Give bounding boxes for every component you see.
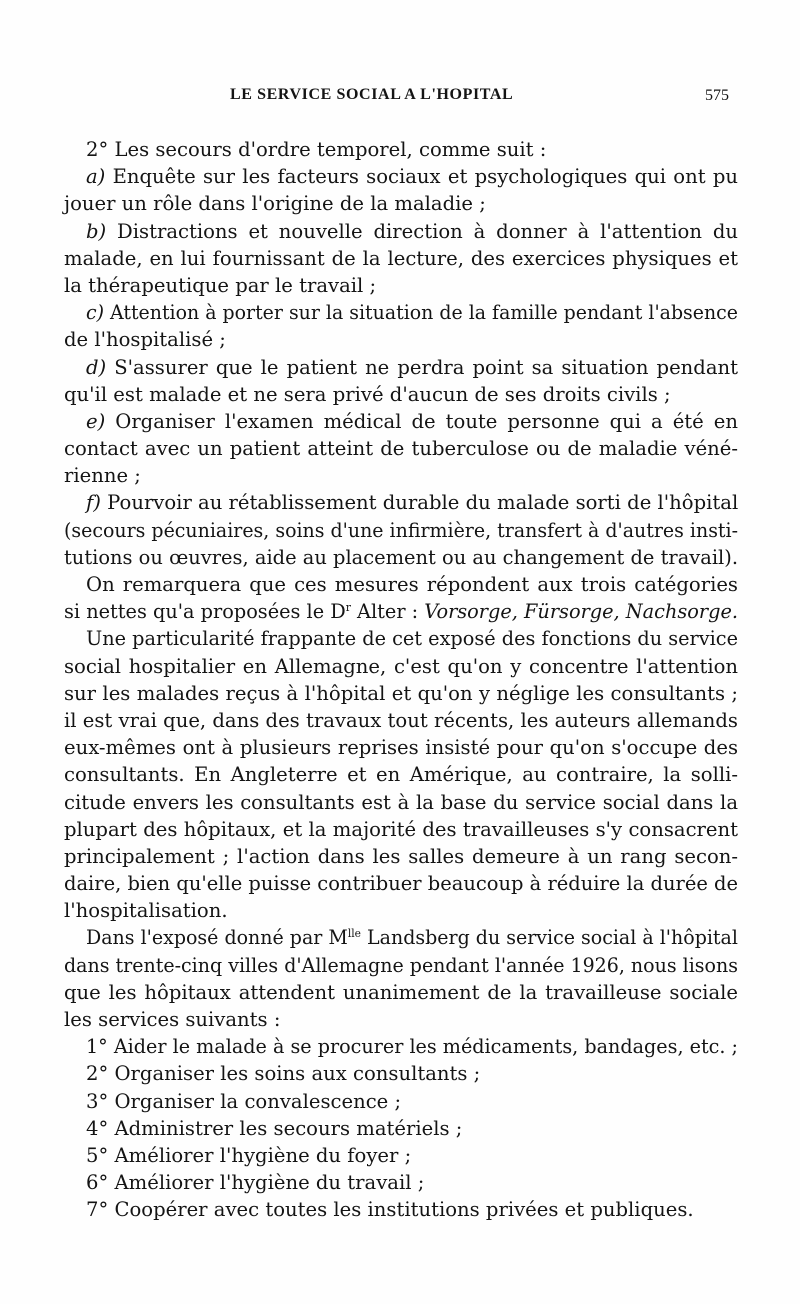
- text-line: [64, 218, 738, 245]
- text-line: [64, 435, 738, 462]
- text-segment: sur les malades reçus à l'hôpital et qu'on y néglige les consultants ;: [64, 681, 738, 705]
- text-segment: principalement ; l'action dans les salles demeure à un rang secon-: [64, 844, 738, 868]
- text-segment: social hospitalier en Allemagne, c'est qu'on y concentre l'attention: [64, 654, 738, 678]
- body-text: [64, 136, 738, 1224]
- text-line: [64, 272, 738, 299]
- text-segment: 3° Organiser la convalescence ;: [86, 1089, 402, 1113]
- text-line: [64, 1033, 738, 1060]
- text-segment: tutions ou œuvres, aide au placement ou au changement de travail).: [64, 545, 739, 569]
- text-segment: S'assurer que le patient ne perdra point sa situation pendant: [106, 355, 738, 379]
- text-segment: de l'hospitalisé ;: [64, 328, 226, 352]
- text-segment: 5° Améliorer l'hygiène du foyer ;: [86, 1143, 412, 1167]
- text-line: [64, 598, 738, 625]
- text-segment: l'hospitalisation.: [64, 899, 228, 923]
- text-segment: On remarquera que ces mesures répondent aux trois catégories: [86, 573, 738, 596]
- text-segment: plupart des hôpitaux, et la majorité des travailleuses s'y consacrent: [64, 817, 738, 841]
- text-segment: 2° Organiser les soins aux consultants ;: [86, 1062, 481, 1086]
- text-line: [64, 163, 738, 190]
- text-line: [64, 462, 738, 489]
- text-segment: Landsberg du service social à l'hôpital: [360, 926, 738, 950]
- text-segment: Une particularité frappante de cet exposé des fonctions du service: [86, 627, 738, 651]
- page-number: 575: [705, 87, 729, 104]
- text-segment: 7° Coopérer avec toutes les institutions privées et publiques.: [86, 1198, 694, 1222]
- text-line: [64, 653, 738, 680]
- text-segment: malade, en lui fournissant de la lecture, des exercices physiques et: [64, 246, 738, 270]
- text-line: [64, 870, 738, 897]
- text-segment: la thérapeutique par le travail ;: [64, 273, 377, 297]
- text-line: [64, 136, 738, 163]
- italic-text: e): [86, 409, 106, 433]
- text-segment: rienne ;: [64, 464, 141, 488]
- text-line: [64, 381, 738, 408]
- text-segment: jouer un rôle dans l'origine de la maladie ;: [64, 192, 486, 216]
- text-line: [64, 517, 738, 544]
- text-line: [64, 489, 738, 516]
- italic-text: Vorsorge, Fürsorge, Nachsorge.: [424, 600, 739, 624]
- text-line: [64, 1060, 738, 1087]
- italic-text: d): [86, 355, 107, 379]
- text-line: [64, 326, 738, 353]
- text-segment: Attention à porter sur la situation de la famille pendant l'absence: [103, 301, 738, 325]
- text-segment: qu'il est malade et ne sera privé d'aucun de ses droits civils ;: [64, 382, 671, 406]
- text-segment: 6° Améliorer l'hygiène du travail ;: [86, 1171, 425, 1195]
- text-segment: 1° Aider le malade à se procurer les médicaments, bandages, etc. ;: [86, 1035, 738, 1059]
- text-segment: si nettes qu'a proposées le D: [64, 600, 346, 624]
- text-segment: (secours pécuniaires, soins d'une infirmière, transfert à d'autres insti-: [64, 518, 739, 542]
- italic-text: f): [86, 491, 101, 515]
- text-line: [64, 408, 738, 435]
- text-line: [64, 1142, 738, 1169]
- text-line: [64, 734, 738, 761]
- text-line: [64, 1006, 738, 1033]
- superscript: lle: [347, 927, 361, 941]
- text-line: [64, 816, 738, 843]
- text-line: [64, 1169, 738, 1196]
- text-line: [64, 1115, 738, 1142]
- text-segment: contact avec un patient atteint de tuberculose ou de maladie véné-: [64, 437, 738, 461]
- text-segment: il est vrai que, dans des travaux tout récents, les auteurs allemands: [64, 708, 738, 732]
- text-segment: eux-mêmes ont à plusieurs reprises insisté pour qu'on s'occupe des: [64, 736, 738, 760]
- text-line: [64, 952, 738, 979]
- text-segment: Dans l'exposé donné par M: [86, 926, 348, 950]
- text-line: [64, 680, 738, 707]
- text-segment: Alter :: [350, 600, 425, 624]
- text-line: [64, 354, 738, 381]
- text-segment: 2° Les secours d'ordre temporel, comme suit :: [86, 138, 547, 161]
- text-segment: consultants. En Angleterre et en Amérique, au contraire, la solli-: [64, 763, 738, 787]
- text-segment: Pourvoir au rétablissement durable du malade sorti de l'hôpital: [100, 491, 739, 515]
- italic-text: b): [86, 219, 107, 243]
- text-line: [64, 299, 738, 326]
- text-line: [64, 1196, 738, 1223]
- text-line: [64, 245, 738, 272]
- text-segment: dans trente-cinq villes d'Allemagne pendant l'année 1926, nous lisons: [64, 953, 738, 977]
- text-segment: citude envers les consultants est à la base du service social dans la: [64, 790, 738, 814]
- text-line: [64, 544, 738, 571]
- italic-text: a): [86, 165, 106, 189]
- text-line: [64, 789, 738, 816]
- text-line: [64, 625, 738, 652]
- text-line: [64, 190, 738, 217]
- text-line: [64, 843, 738, 870]
- text-segment: daire, bien qu'elle puisse contribuer beaucoup à réduire la durée de: [64, 872, 739, 896]
- text-segment: 4° Administrer les secours matériels ;: [86, 1116, 463, 1140]
- text-line: [64, 571, 738, 598]
- superscript: r: [345, 601, 351, 615]
- text-segment: Distractions et nouvelle direction à donner à l'attention du: [106, 219, 738, 243]
- text-segment: les services suivants :: [64, 1008, 281, 1031]
- running-head-title: LE SERVICE SOCIAL A L'HOPITAL: [230, 86, 514, 103]
- text-line: [64, 897, 738, 924]
- italic-text: c): [86, 301, 104, 325]
- running-head: [0, 86, 800, 116]
- text-segment: que les hôpitaux attendent unanimement de la travailleuse sociale: [64, 980, 738, 1004]
- text-line: [64, 924, 738, 951]
- text-segment: Enquête sur les facteurs sociaux et psychologiques qui ont pu: [105, 165, 738, 189]
- text-line: [64, 761, 738, 788]
- text-line: [64, 1088, 738, 1115]
- text-line: [64, 707, 738, 734]
- text-segment: Organiser l'examen médical de toute personne qui a été en: [105, 409, 738, 433]
- text-line: [64, 979, 738, 1006]
